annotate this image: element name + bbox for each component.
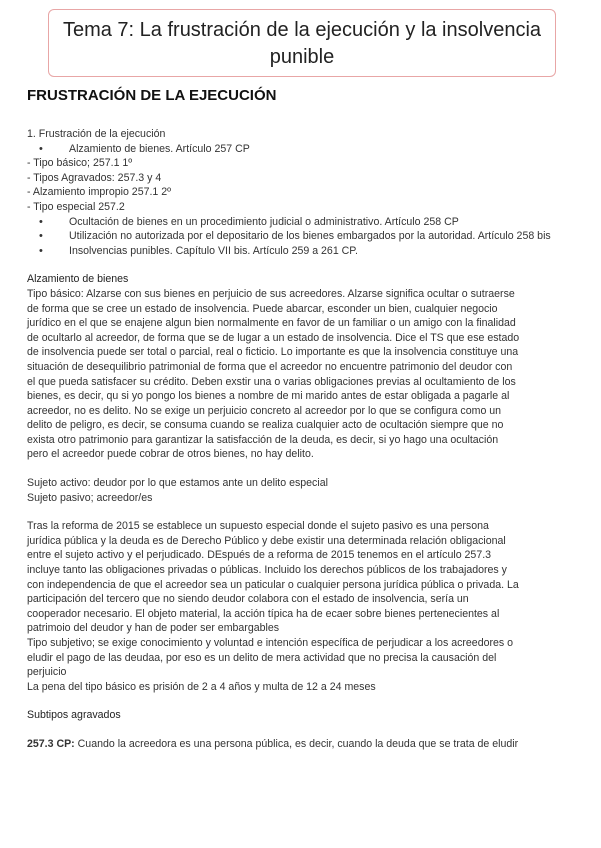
subtipo-paragraph: [27, 737, 579, 752]
paragraph-line: Tipo básico: Alzarse con sus bienes en perjuicio de sus acreedores. Alzarse significa ocultar o sutraerse: [27, 287, 515, 300]
subheading-subtipos: Subtipos agravados: [27, 709, 121, 722]
paragraph-line: cooperador necesario. El objeto material, la acción típica ha de ecaer sobre bienes pertenecientes al: [27, 607, 500, 620]
paragraph-line: patrimoio del deudor y han de poder ser embargables: [27, 622, 280, 635]
outline-bullet: • Ocultación de bienes en un procedimiento judicial o administrativo. Artículo 258 CP: [27, 215, 579, 230]
paragraph-line: entre el sujeto activo y el perjudicado. DEspués de a reforma de 2015 tenemos en el artículo 257.3: [27, 549, 492, 562]
paragraph-line: jurídica pública y la deuda es de Derecho Público y debe existir una determinada relación obligacional: [27, 534, 506, 547]
document-body: [27, 127, 579, 752]
paragraph-line: exista otro patrimonio para garantizar la satisfacción de la deuda, es decir, si yo hago una ocultación: [27, 433, 499, 446]
outline-bullet: • Utilización no autorizada por el depositario de los bienes embargados por la autoridad. Artículo 258 bis: [27, 229, 579, 244]
paragraph-line: La pena del tipo básico es prisión de 2 a 4 años y multa de 12 a 24 meses: [27, 680, 376, 693]
paragraph-line: con independencia de que el acreedor sea un paticular o cualquier persona jurídica pública o privada. La: [27, 578, 519, 591]
article-ref: 257.3 CP:: [27, 737, 75, 750]
outline-line: - Tipo básico; 257.1 1º: [27, 157, 133, 170]
outline-line: - Alzamiento impropio 257.1 2º: [27, 186, 172, 199]
subheading-alzamiento: Alzamiento de bienes: [27, 273, 129, 286]
section-heading: FRUSTRACIÓN DE LA EJECUCIÓN: [27, 87, 277, 104]
paragraph-line: participación del tercero que no siendo deudor colabora con el estado de insolvencia, sería un: [27, 593, 469, 606]
paragraph-line: el que pueda satisfacer su crédito. Deben exstir una o varias obligaciones previas al ocultamiento de los: [27, 375, 516, 388]
outline-bullet: • Insolvencias punibles. Capítulo VII bis. Artículo 259 a 261 CP.: [27, 244, 579, 259]
paragraph-line: de ocultarlo al acreedor, de forma que se de lugar a un estado de insolvencia. Dice el TS que ese estado: [27, 331, 520, 344]
paragraph-line: Tras la reforma de 2015 se establece un supuesto especial donde el sujeto pasivo es una persona: [27, 520, 489, 533]
outline-bullet: • Alzamiento de bienes. Artículo 257 CP: [27, 142, 579, 157]
outline-item: 1. Frustración de la ejecución: [27, 128, 166, 140]
sujeto-activo: Sujeto activo: deudor por lo que estamos ante un delito especial: [27, 477, 328, 490]
paragraph-line: bienes, es decir, qu si yo pongo los bienes a nombre de mi marido antes de estar obligada a pagarle al: [27, 390, 510, 403]
paragraph-line: pero el acreedor puede cobrar de otros bienes, no hay delito.: [27, 448, 314, 461]
outline-line: - Tipo especial 257.2: [27, 200, 125, 213]
paragraph-line: de forma que se cree un estado de insolvencia. Puede abarcar, esconder un bien, cualquier negocio: [27, 302, 498, 315]
subtipo-text: Cuando la acreedora es una persona pública, es decir, cuando la deuda que se trata de eludir: [74, 737, 519, 750]
paragraph-line: acreedor, no es delito. No se exige un perjuicio concreto al acreedor por lo que se configura como un: [27, 404, 502, 417]
document-title: Tema 7: La frustración de la ejecución y la insolvencia punible: [48, 9, 556, 77]
paragraph-line: incluye tanto las obligaciones privadas o públicas. Incluido los derechos públicos de los trabajadores y: [27, 564, 507, 577]
paragraph-line: delito de peligro, es decir, se consuma cuando se realiza cualquier acto de ocultación siempre que no: [27, 419, 504, 432]
paragraph-line: Tipo subjetivo; se exige conocimiento y voluntad e intención específica de perjudicar a los acreedores o: [27, 637, 514, 649]
paragraph-line: eludir el pago de las deudaa, por eso es un delito de mera actividad que no precisa la causación del: [27, 651, 497, 664]
outline-line: - Tipos Agravados: 257.3 y 4: [27, 171, 162, 184]
sujeto-pasivo: Sujeto pasivo; acreedor/es: [27, 491, 153, 504]
paragraph-line: jurídico en el que se enajene algun bien normalmente en favor de un familiar o un amigo con la finalidad: [27, 317, 516, 330]
paragraph-line: situación de desequilibrio patrimonial de forma que el acreedor no encuentre patrimonio del deudor con: [27, 360, 513, 373]
paragraph-line: de insolvencia puede ser total o parcial, real o ficticio. Lo importante es que la insolvencia constituye una: [27, 346, 519, 359]
paragraph-line: perjuicio: [27, 666, 67, 679]
